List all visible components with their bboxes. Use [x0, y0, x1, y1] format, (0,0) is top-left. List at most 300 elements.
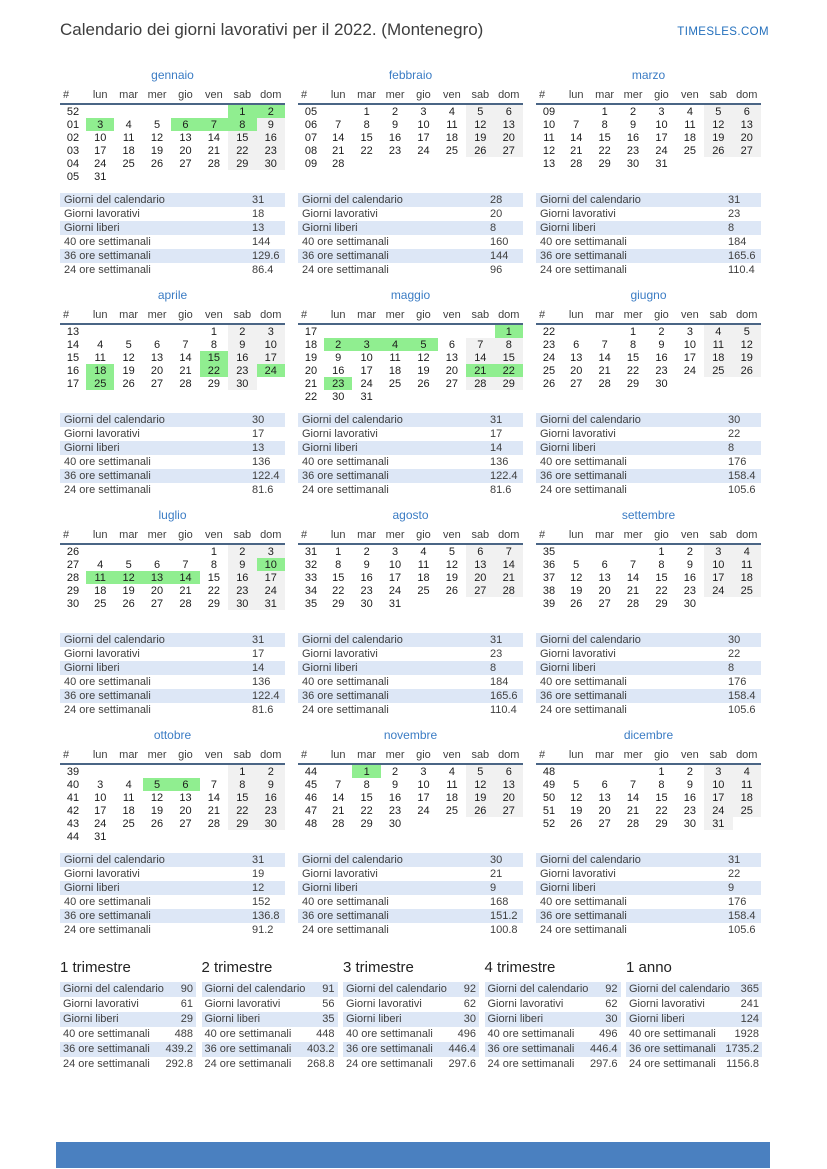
week-row [536, 144, 761, 157]
week-number: 05 [66, 170, 80, 183]
week-row [60, 830, 285, 843]
day-cell: 3 [420, 105, 427, 118]
day-cell: 12 [445, 558, 459, 571]
stat-value: 152 [252, 896, 271, 908]
summary-stat-row [202, 1057, 338, 1072]
stat-row [298, 455, 523, 469]
month-marzo [536, 68, 761, 277]
weekend-day-cell: 9 [257, 118, 285, 131]
week-row [536, 338, 761, 351]
weekend-day-cell: 12 [704, 118, 732, 131]
day-cell [466, 597, 494, 610]
stat-row [298, 249, 523, 263]
weekday-header: mer [619, 307, 647, 324]
holiday-day-cell: 7 [200, 118, 228, 131]
day-cell: 17 [388, 571, 402, 584]
stat-label: 24 ore settimanali [64, 484, 151, 496]
weekday-header: lun [86, 527, 114, 544]
day-cell: 27 [598, 817, 611, 830]
stat-row [60, 441, 285, 455]
weekend-day-cell: 27 [466, 584, 494, 597]
day-cell [114, 170, 142, 183]
holiday-day-cell: 3 [352, 338, 380, 351]
week-row [60, 324, 285, 338]
day-cell: 28 [332, 817, 345, 830]
day-cell: 8 [363, 118, 370, 131]
day-cell: 3 [686, 325, 693, 338]
day-cell: 9 [335, 351, 342, 364]
day-cell: 21 [332, 144, 345, 157]
day-cell: 17 [655, 131, 668, 144]
day-cell [324, 324, 352, 338]
weekend-day-cell: 9 [228, 558, 256, 571]
week-row [60, 144, 285, 157]
stat-label: 36 ore settimanali [64, 690, 151, 702]
stat-row [536, 441, 761, 455]
month-calendar [536, 728, 761, 849]
weekend-day-cell: 11 [704, 338, 732, 351]
day-cell [590, 764, 618, 778]
day-cell: 17 [94, 804, 107, 817]
stat-value: 1735.2 [725, 1043, 759, 1055]
day-cell: 16 [683, 791, 697, 804]
stat-label: 36 ore settimanali [487, 1043, 575, 1055]
month-luglio [60, 508, 285, 717]
weekday-header-row [536, 527, 761, 544]
day-cell: 19 [122, 364, 135, 377]
weekend-day-cell: 27 [733, 144, 761, 157]
day-cell: 8 [335, 558, 342, 571]
day-cell: 29 [207, 597, 221, 610]
week-row [536, 131, 761, 144]
month-table [298, 747, 523, 830]
stat-row [298, 647, 523, 661]
day-cell: 9 [686, 778, 693, 791]
stat-value: 8 [728, 662, 735, 674]
stat-value: 122.4 [252, 690, 280, 702]
day-cell [228, 170, 256, 183]
weekday-header: dom [495, 527, 523, 544]
day-cell: 24 [94, 157, 107, 170]
stat-label: Giorni lavorativi [540, 648, 616, 660]
month-table [60, 747, 285, 843]
stat-label: 24 ore settimanali [540, 924, 627, 936]
stat-label: 24 ore settimanali [540, 484, 627, 496]
summary-stat-row [343, 1042, 479, 1057]
stat-label: Giorni lavorativi [64, 868, 140, 880]
week-row [60, 338, 285, 351]
week-row [536, 817, 761, 830]
week-row [298, 817, 523, 830]
weekday-header: mar [590, 87, 618, 104]
stat-row [60, 483, 285, 497]
day-cell: 5 [573, 558, 580, 571]
stat-value: 297.6 [448, 1058, 476, 1070]
weekday-header: mar [352, 87, 380, 104]
stat-value: 91 [322, 983, 335, 995]
day-cell [590, 324, 618, 338]
stat-row [298, 895, 523, 909]
stat-value: 105.6 [728, 484, 756, 496]
week-number: 07 [304, 131, 318, 144]
weekday-header: mer [143, 307, 171, 324]
weekend-day-cell: 23 [228, 584, 256, 597]
weekend-day-cell: 30 [257, 817, 285, 830]
weekday-header: mer [381, 307, 409, 324]
weekday-header: gio [409, 307, 437, 324]
day-cell: 8 [658, 558, 665, 571]
summary-1-anno [626, 959, 762, 1072]
week-number: 50 [542, 791, 556, 804]
day-cell: 7 [182, 338, 189, 351]
weekday-header: sab [228, 527, 256, 544]
stat-label: Giorni liberi [487, 1013, 544, 1025]
stat-value: 1156.8 [726, 1058, 759, 1070]
day-cell: 15 [360, 131, 373, 144]
day-cell [704, 377, 732, 390]
weekend-day-cell: 12 [733, 338, 761, 351]
day-cell: 11 [417, 558, 430, 571]
week-row [298, 390, 523, 403]
stat-value: 17 [252, 648, 265, 660]
months-grid [60, 68, 762, 937]
stat-label: 40 ore settimanali [302, 236, 389, 248]
month-table [298, 527, 523, 610]
holiday-day-cell: 5 [143, 778, 171, 791]
week-row [298, 778, 523, 791]
day-cell: 7 [210, 778, 217, 791]
stat-label: Giorni liberi [346, 1013, 402, 1025]
stat-value: 365 [740, 983, 759, 995]
day-cell: 13 [445, 351, 459, 364]
summary-stat-row [202, 1012, 338, 1027]
stat-row [298, 413, 523, 427]
weekend-day-cell: 3 [257, 544, 285, 558]
weekday-header: sab [228, 747, 256, 764]
day-cell: 9 [686, 558, 693, 571]
week-row [298, 144, 523, 157]
holiday-day-cell: 14 [171, 571, 199, 584]
day-cell: 29 [626, 377, 640, 390]
day-cell [86, 324, 114, 338]
holiday-day-cell: 8 [228, 118, 256, 131]
day-cell: 10 [417, 778, 430, 791]
stat-label: 40 ore settimanali [540, 236, 627, 248]
day-cell: 11 [446, 778, 458, 791]
weekend-day-cell: 3 [704, 544, 732, 558]
stat-label: Giorni liberi [302, 442, 358, 454]
weekday-header: sab [228, 87, 256, 104]
summary-stat-row [343, 997, 479, 1012]
day-cell [171, 170, 199, 183]
stat-value: 176 [728, 896, 747, 908]
week-number-header: # [536, 87, 562, 104]
stat-value: 8 [728, 442, 735, 454]
weekday-header-row [298, 747, 523, 764]
week-row [298, 364, 523, 377]
stat-value: 136.8 [252, 910, 280, 922]
weekend-day-cell: 29 [495, 377, 523, 390]
stat-label: Giorni lavorativi [302, 648, 378, 660]
weekday-header: gio [647, 307, 675, 324]
day-cell [409, 390, 437, 403]
weekend-day-cell: 31 [257, 597, 285, 610]
stat-label: 24 ore settimanali [302, 704, 389, 716]
stat-value: 292.8 [165, 1058, 193, 1070]
day-cell: 25 [445, 804, 459, 817]
day-cell [114, 544, 142, 558]
stat-label: 36 ore settimanali [302, 690, 389, 702]
week-number: 43 [66, 817, 80, 830]
weekday-header: gio [171, 747, 199, 764]
weekend-day-cell: 9 [228, 338, 256, 351]
stat-label: 40 ore settimanali [629, 1028, 716, 1040]
stat-row [60, 221, 285, 235]
month-name-label: maggio [390, 288, 431, 302]
weekday-header: mar [114, 527, 142, 544]
stat-value: 105.6 [728, 924, 756, 936]
weekday-header: dom [257, 307, 285, 324]
day-cell: 22 [360, 144, 373, 157]
stat-value: 158.4 [728, 690, 756, 702]
weekend-day-cell: 10 [704, 778, 732, 791]
stat-value: 23 [490, 648, 503, 660]
day-cell: 6 [448, 338, 455, 351]
weekend-day-cell: 30 [228, 377, 256, 390]
day-cell: 12 [150, 791, 164, 804]
day-cell: 19 [122, 584, 135, 597]
week-row [298, 157, 523, 170]
day-cell: 30 [388, 817, 402, 830]
week-number-header: # [298, 747, 324, 764]
stat-label: 36 ore settimanali [346, 1043, 433, 1055]
holiday-day-cell: 15 [200, 351, 228, 364]
stat-row [298, 703, 523, 717]
week-row [536, 351, 761, 364]
week-number: 40 [66, 778, 80, 791]
month-calendar [298, 68, 523, 189]
month-stats [536, 633, 761, 717]
day-cell: 5 [448, 545, 455, 558]
stat-value: 18 [252, 208, 265, 220]
week-number-header: # [60, 527, 86, 544]
day-cell: 29 [598, 157, 611, 170]
holiday-day-cell: 10 [257, 558, 285, 571]
week-row [60, 571, 285, 584]
week-number: 33 [304, 571, 318, 584]
day-cell: 21 [179, 364, 192, 377]
day-cell [733, 597, 761, 610]
weekend-day-cell: 22 [228, 144, 256, 157]
day-cell: 13 [179, 131, 192, 144]
day-cell: 9 [363, 558, 370, 571]
stat-value: 110.4 [728, 264, 755, 276]
site-link[interactable]: TIMESLES.COM [677, 26, 769, 38]
day-cell: 20 [570, 364, 583, 377]
stat-row [536, 675, 761, 689]
week-row [60, 584, 285, 597]
stat-label: Giorni lavorativi [540, 208, 616, 220]
day-cell: 21 [332, 804, 345, 817]
week-number: 31 [304, 545, 318, 558]
day-cell: 15 [655, 571, 668, 584]
day-cell: 1 [658, 765, 665, 778]
summary-title: 4 trimestre [484, 959, 556, 976]
weekday-header-row [536, 307, 761, 324]
day-cell: 24 [683, 364, 697, 377]
stat-label: Giorni del calendario [302, 194, 403, 206]
weekday-header-row [298, 527, 523, 544]
stat-label: Giorni liberi [540, 662, 596, 674]
stat-row [60, 455, 285, 469]
summary-stat-row [626, 1057, 762, 1072]
stat-label: 36 ore settimanali [204, 1043, 292, 1055]
week-number: 03 [66, 144, 80, 157]
week-row [298, 351, 523, 364]
day-cell [381, 390, 409, 403]
week-row [298, 558, 523, 571]
month-stats [60, 413, 285, 497]
day-cell: 13 [150, 351, 164, 364]
day-cell: 25 [445, 144, 459, 157]
day-cell: 6 [573, 338, 580, 351]
day-cell: 17 [417, 791, 430, 804]
month-calendar [60, 288, 285, 409]
weekday-header: sab [704, 747, 732, 764]
stat-row [298, 689, 523, 703]
day-cell [114, 324, 142, 338]
stat-value: 96 [490, 264, 503, 276]
stat-value: 176 [728, 676, 747, 688]
weekend-day-cell: 26 [466, 804, 494, 817]
day-cell: 30 [360, 597, 373, 610]
stat-row [60, 853, 285, 867]
stat-label: 40 ore settimanali [540, 896, 627, 908]
day-cell: 2 [391, 105, 399, 118]
stat-label: 24 ore settimanali [540, 264, 627, 276]
day-cell: 26 [122, 597, 135, 610]
month-name-label: marzo [631, 68, 666, 82]
week-number: 38 [542, 584, 556, 597]
week-row [536, 764, 761, 778]
month-name-label: settembre [621, 508, 676, 522]
week-row [536, 104, 761, 118]
day-cell: 30 [655, 377, 668, 390]
stat-row [536, 923, 761, 937]
day-cell: 20 [179, 144, 192, 157]
weekday-header: sab [704, 527, 732, 544]
weekday-header: ven [200, 87, 228, 104]
week-row [60, 118, 285, 131]
weekend-day-cell: 17 [704, 791, 732, 804]
stat-row [536, 633, 761, 647]
month-calendar [298, 288, 523, 409]
weekday-header: dom [733, 527, 761, 544]
stat-label: 36 ore settimanali [64, 470, 151, 482]
day-cell: 7 [182, 558, 189, 571]
day-cell: 23 [655, 364, 668, 377]
stat-value: 20 [490, 208, 503, 220]
month-band [60, 508, 762, 717]
day-cell: 23 [683, 804, 697, 817]
stat-row [536, 235, 761, 249]
stat-value: 17 [490, 428, 503, 440]
stat-value: 110.4 [490, 704, 517, 716]
weekday-header: lun [562, 87, 590, 104]
month-band [60, 728, 762, 937]
summary-stat-row [626, 1012, 762, 1027]
holiday-day-cell: 5 [409, 338, 437, 351]
weekday-header: ven [200, 527, 228, 544]
week-number: 46 [304, 791, 318, 804]
week-number: 30 [66, 597, 80, 610]
weekend-day-cell: 7 [466, 338, 494, 351]
stat-label: 36 ore settimanali [63, 1043, 150, 1055]
stat-label: 40 ore settimanali [540, 456, 627, 468]
day-cell: 23 [360, 584, 373, 597]
weekend-day-cell: 17 [257, 351, 285, 364]
stat-value: 61 [180, 998, 193, 1010]
stat-value: 488 [174, 1028, 193, 1040]
stat-value: 13 [252, 442, 265, 454]
stat-row [298, 853, 523, 867]
weekday-header: ven [438, 87, 466, 104]
weekend-day-cell: 5 [704, 104, 732, 118]
weekday-header: dom [257, 87, 285, 104]
month-settembre [536, 508, 761, 717]
stat-value: 122.4 [252, 470, 280, 482]
day-cell: 16 [360, 571, 373, 584]
week-row [60, 804, 285, 817]
stat-label: Giorni lavorativi [302, 208, 378, 220]
day-cell: 15 [598, 131, 611, 144]
week-number: 27 [66, 558, 80, 571]
weekday-header: gio [647, 87, 675, 104]
stat-value: 30 [728, 634, 741, 646]
day-cell [114, 830, 142, 843]
day-cell [590, 544, 618, 558]
weekend-day-cell: 6 [466, 544, 494, 558]
weekend-day-cell: 18 [733, 791, 761, 804]
holiday-day-cell: 6 [171, 118, 199, 131]
day-cell: 26 [150, 157, 164, 170]
day-cell: 16 [388, 131, 402, 144]
stat-label: Giorni del calendario [540, 414, 641, 426]
day-cell [352, 324, 380, 338]
day-cell: 8 [210, 338, 217, 351]
day-cell: 14 [626, 571, 640, 584]
week-number: 10 [542, 118, 556, 131]
week-number: 02 [66, 131, 80, 144]
weekend-day-cell: 13 [733, 118, 761, 131]
weekend-day-cell: 6 [495, 764, 523, 778]
day-cell [200, 764, 228, 778]
day-cell: 28 [570, 157, 583, 170]
weekday-header: mar [590, 527, 618, 544]
stat-value: 158.4 [728, 470, 756, 482]
day-cell: 4 [420, 545, 427, 558]
week-row [60, 351, 285, 364]
summary-stat-row [626, 982, 762, 997]
stat-row [298, 441, 523, 455]
weekend-day-cell: 29 [228, 157, 256, 170]
week-row [536, 118, 761, 131]
day-cell: 10 [94, 131, 107, 144]
day-cell [562, 104, 590, 118]
day-cell: 22 [332, 584, 345, 597]
holiday-day-cell: 1 [228, 104, 256, 118]
week-row [298, 791, 523, 804]
